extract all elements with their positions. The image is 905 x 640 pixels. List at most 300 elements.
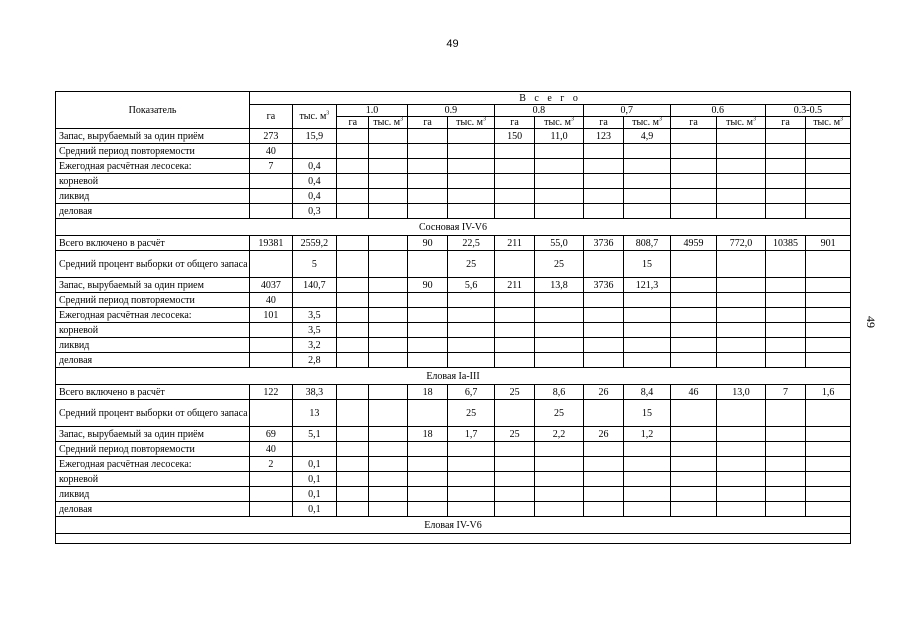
- section-title: Еловая Ia-III: [56, 368, 851, 385]
- table-cell: [369, 144, 407, 159]
- row-label: деловая: [56, 502, 250, 517]
- table-cell: [717, 400, 766, 427]
- table-cell: [407, 189, 447, 204]
- table-cell: 0,4: [292, 174, 336, 189]
- table-cell: [337, 189, 369, 204]
- table-row: [56, 338, 851, 353]
- header-group-2: 0.8: [494, 105, 583, 117]
- table-cell: [670, 189, 717, 204]
- section-title-row: [56, 517, 851, 534]
- table-cell: [624, 174, 671, 189]
- table-cell: [670, 308, 717, 323]
- table-cell: [670, 251, 717, 278]
- table-cell: [535, 159, 584, 174]
- table-cell: [670, 442, 717, 457]
- table-cell: [250, 323, 292, 338]
- table-cell: 6,7: [448, 385, 495, 400]
- table-cell: 4959: [670, 236, 717, 251]
- table-cell: [337, 487, 369, 502]
- table-cell: [717, 323, 766, 338]
- table-row: [56, 236, 851, 251]
- table-cell: [806, 472, 851, 487]
- table-cell: [369, 442, 407, 457]
- table-cell: 4,9: [624, 129, 671, 144]
- table-cell: [806, 251, 851, 278]
- table-cell: [494, 308, 534, 323]
- table-cell: [765, 353, 805, 368]
- table-cell: [448, 174, 495, 189]
- table-cell: [717, 204, 766, 219]
- table-row: [56, 457, 851, 472]
- table-cell: [494, 293, 534, 308]
- table-cell: [535, 293, 584, 308]
- table-cell: [337, 251, 369, 278]
- table-cell: 2559,2: [292, 236, 336, 251]
- table-cell: [624, 472, 671, 487]
- table-cell: [765, 323, 805, 338]
- table-cell: [250, 204, 292, 219]
- table-row: [56, 400, 851, 427]
- row-label: Средний период повторяемости: [56, 144, 250, 159]
- table-cell: 26: [583, 385, 623, 400]
- table-cell: 0,1: [292, 457, 336, 472]
- table-cell: [717, 353, 766, 368]
- row-label: Средний период повторяемости: [56, 442, 250, 457]
- header-sub-volume: тыс. $м^3$: [806, 117, 851, 129]
- table-cell: [670, 144, 717, 159]
- table-cell: [292, 144, 336, 159]
- table-cell: [624, 159, 671, 174]
- table-cell: [337, 144, 369, 159]
- table-cell: [806, 308, 851, 323]
- table-cell: [448, 144, 495, 159]
- table-cell: [448, 159, 495, 174]
- header-sub-ha: га: [337, 117, 369, 129]
- table-cell: 40: [250, 442, 292, 457]
- row-label: Всего включено в расчёт: [56, 236, 250, 251]
- table-cell: [494, 400, 534, 427]
- table-cell: [765, 457, 805, 472]
- table-cell: [448, 487, 495, 502]
- table-cell: 7: [250, 159, 292, 174]
- table-cell: [337, 323, 369, 338]
- header-indicator: Показатель: [56, 92, 250, 129]
- header-sub-volume: тыс. $м^3$: [535, 117, 584, 129]
- table-cell: [670, 129, 717, 144]
- table-cell: [717, 144, 766, 159]
- table-cell: [535, 144, 584, 159]
- table-cell: [407, 129, 447, 144]
- table-cell: [337, 385, 369, 400]
- table-cell: [624, 487, 671, 502]
- table-cell: [369, 502, 407, 517]
- table-cell: [765, 502, 805, 517]
- table-cell: [250, 487, 292, 502]
- table-cell: [250, 189, 292, 204]
- table-cell: 15: [624, 251, 671, 278]
- table-cell: [448, 472, 495, 487]
- table-cell: [448, 457, 495, 472]
- table-cell: [369, 385, 407, 400]
- table-cell: [448, 129, 495, 144]
- table-cell: [583, 189, 623, 204]
- table-cell: [337, 502, 369, 517]
- table-cell: [670, 338, 717, 353]
- table-cell: [494, 353, 534, 368]
- table-cell: [717, 472, 766, 487]
- table-cell: [448, 502, 495, 517]
- table-cell: 90: [407, 278, 447, 293]
- table-row: [56, 159, 851, 174]
- table-cell: [670, 487, 717, 502]
- row-label: корневой: [56, 472, 250, 487]
- table-cell: [806, 174, 851, 189]
- table-cell: [494, 159, 534, 174]
- table-cell: 8,6: [535, 385, 584, 400]
- table-cell: [624, 323, 671, 338]
- table-cell: [670, 353, 717, 368]
- table-cell: [448, 442, 495, 457]
- table-cell: [583, 502, 623, 517]
- table-row: [56, 427, 851, 442]
- row-label: Запас, вырубаемый за один приём: [56, 427, 250, 442]
- table-cell: [806, 353, 851, 368]
- table-cell: 5,1: [292, 427, 336, 442]
- table-cell: [624, 457, 671, 472]
- table-row: [56, 502, 851, 517]
- table-cell: [765, 189, 805, 204]
- table-cell: [624, 308, 671, 323]
- table-cell: [337, 278, 369, 293]
- table-cell: [583, 457, 623, 472]
- table-cell: [250, 502, 292, 517]
- table-row: [56, 278, 851, 293]
- table-cell: [670, 204, 717, 219]
- table-cell: 0,4: [292, 159, 336, 174]
- header-group-5: 0.3-0.5: [765, 105, 850, 117]
- table-cell: 123: [583, 129, 623, 144]
- table-cell: [670, 159, 717, 174]
- table-cell: [670, 278, 717, 293]
- table-cell: [670, 427, 717, 442]
- table-cell: [494, 338, 534, 353]
- table-cell: 25: [448, 400, 495, 427]
- header-volume: тыс. $м^3$: [292, 105, 336, 129]
- table-cell: [448, 353, 495, 368]
- table-cell: [765, 427, 805, 442]
- table-cell: [806, 323, 851, 338]
- table-cell: [369, 204, 407, 219]
- table-cell: [765, 338, 805, 353]
- table-cell: [407, 251, 447, 278]
- table-cell: [337, 427, 369, 442]
- table-cell: [337, 457, 369, 472]
- table-row: [56, 385, 851, 400]
- table-row: [56, 472, 851, 487]
- table-cell: [717, 338, 766, 353]
- table-cell: [765, 144, 805, 159]
- table-cell: [583, 323, 623, 338]
- table-row: [56, 293, 851, 308]
- table-cell: [448, 338, 495, 353]
- header-group-3: 0,7: [583, 105, 670, 117]
- header-sub-ha: га: [583, 117, 623, 129]
- table-cell: 25: [535, 400, 584, 427]
- table-cell: [369, 427, 407, 442]
- table-cell: [624, 144, 671, 159]
- table-cell: 772,0: [717, 236, 766, 251]
- table-cell: [250, 338, 292, 353]
- table-cell: [765, 293, 805, 308]
- table-cell: [583, 442, 623, 457]
- table-cell: [717, 487, 766, 502]
- table-cell: [765, 174, 805, 189]
- table-cell: 2: [250, 457, 292, 472]
- table-row: [56, 144, 851, 159]
- table-cell: 121,3: [624, 278, 671, 293]
- table-cell: 3,2: [292, 338, 336, 353]
- table-cell: [670, 502, 717, 517]
- table-cell: [250, 472, 292, 487]
- row-label: Всего включено в расчёт: [56, 385, 250, 400]
- continuation-cell: [56, 534, 851, 544]
- table-cell: [369, 457, 407, 472]
- table-cell: 0,3: [292, 204, 336, 219]
- table-cell: [583, 251, 623, 278]
- table-cell: [717, 293, 766, 308]
- table-cell: [583, 204, 623, 219]
- table-cell: 3736: [583, 236, 623, 251]
- continuation-row: [56, 534, 851, 544]
- side-page-number: 49: [864, 316, 878, 328]
- table-cell: [806, 189, 851, 204]
- table-cell: [624, 204, 671, 219]
- row-label: Запас, вырубаемый за один приём: [56, 129, 250, 144]
- row-label: Запас, вырубаемый за один прием: [56, 278, 250, 293]
- table-cell: [407, 338, 447, 353]
- table-cell: [806, 159, 851, 174]
- table-cell: 0,1: [292, 487, 336, 502]
- table-cell: 13,8: [535, 278, 584, 293]
- table-row: [56, 129, 851, 144]
- table-cell: [369, 472, 407, 487]
- table-cell: [765, 472, 805, 487]
- table-cell: [337, 308, 369, 323]
- table-cell: 18: [407, 427, 447, 442]
- table-row: [56, 174, 851, 189]
- table-cell: [337, 293, 369, 308]
- table-row: [56, 189, 851, 204]
- table-cell: [717, 189, 766, 204]
- table-cell: [670, 400, 717, 427]
- table-cell: 19381: [250, 236, 292, 251]
- header-sub-ha: га: [765, 117, 805, 129]
- table-cell: [369, 278, 407, 293]
- table-cell: [670, 293, 717, 308]
- table-cell: [369, 323, 407, 338]
- table-cell: [535, 457, 584, 472]
- table-cell: 150: [494, 129, 534, 144]
- table-row: [56, 323, 851, 338]
- table-cell: [369, 400, 407, 427]
- table-cell: [806, 502, 851, 517]
- table-cell: 38,3: [292, 385, 336, 400]
- table-cell: 22,5: [448, 236, 495, 251]
- table-cell: [535, 472, 584, 487]
- table-cell: [337, 174, 369, 189]
- header-sub-volume: тыс. $м^3$: [624, 117, 671, 129]
- table-cell: [337, 442, 369, 457]
- table-cell: [624, 442, 671, 457]
- table-cell: 211: [494, 236, 534, 251]
- table-cell: [583, 144, 623, 159]
- table-cell: [535, 174, 584, 189]
- row-label: Средний период повторяемости: [56, 293, 250, 308]
- table-cell: [765, 308, 805, 323]
- table-cell: [250, 353, 292, 368]
- table-row: [56, 442, 851, 457]
- table-cell: 15,9: [292, 129, 336, 144]
- table-cell: [624, 189, 671, 204]
- table-cell: [806, 144, 851, 159]
- table-cell: 25: [448, 251, 495, 278]
- table-cell: 4037: [250, 278, 292, 293]
- table-cell: [292, 442, 336, 457]
- header-sub-ha: га: [670, 117, 717, 129]
- table-cell: 18: [407, 385, 447, 400]
- table-cell: [806, 427, 851, 442]
- table-cell: 26: [583, 427, 623, 442]
- table-cell: 808,7: [624, 236, 671, 251]
- table-cell: [494, 442, 534, 457]
- table-cell: [535, 502, 584, 517]
- section-title-row: [56, 368, 851, 385]
- table-cell: [624, 353, 671, 368]
- table-cell: [250, 251, 292, 278]
- table-cell: [369, 159, 407, 174]
- table-cell: [494, 323, 534, 338]
- table-cell: [337, 353, 369, 368]
- table-cell: [535, 204, 584, 219]
- table-cell: [292, 293, 336, 308]
- table-cell: [337, 236, 369, 251]
- table-row: [56, 353, 851, 368]
- table-cell: [250, 400, 292, 427]
- row-label: ликвид: [56, 189, 250, 204]
- table-cell: [765, 251, 805, 278]
- table-cell: [337, 129, 369, 144]
- table-cell: 25: [494, 427, 534, 442]
- table-cell: [337, 472, 369, 487]
- table-cell: [407, 308, 447, 323]
- table-cell: [806, 442, 851, 457]
- table-cell: 101: [250, 308, 292, 323]
- row-label: корневой: [56, 323, 250, 338]
- table-cell: [407, 159, 447, 174]
- table-cell: 273: [250, 129, 292, 144]
- table-cell: [535, 323, 584, 338]
- row-label: Ежегодная расчётная лесосека:: [56, 159, 250, 174]
- table-row: [56, 487, 851, 502]
- table-cell: [369, 129, 407, 144]
- table-cell: 5,6: [448, 278, 495, 293]
- table-cell: 122: [250, 385, 292, 400]
- row-label: ликвид: [56, 487, 250, 502]
- table-cell: [717, 174, 766, 189]
- table-cell: [717, 457, 766, 472]
- table-cell: [337, 400, 369, 427]
- table-cell: [583, 308, 623, 323]
- table-row: [56, 251, 851, 278]
- table-cell: 25: [535, 251, 584, 278]
- table-cell: 11,0: [535, 129, 584, 144]
- header-sub-volume: тыс. $м^3$: [717, 117, 766, 129]
- table-cell: [717, 129, 766, 144]
- table-cell: 1,7: [448, 427, 495, 442]
- table-cell: [535, 353, 584, 368]
- table-cell: 40: [250, 144, 292, 159]
- table-cell: [407, 502, 447, 517]
- page-number: 49: [446, 38, 459, 50]
- table-cell: [369, 293, 407, 308]
- row-label: корневой: [56, 174, 250, 189]
- table-cell: 0,4: [292, 189, 336, 204]
- table-cell: [494, 457, 534, 472]
- table-cell: [494, 251, 534, 278]
- table-cell: [583, 159, 623, 174]
- table-cell: 901: [806, 236, 851, 251]
- table-cell: [624, 293, 671, 308]
- table-cell: [535, 338, 584, 353]
- table-cell: [494, 502, 534, 517]
- section-title-row: [56, 219, 851, 236]
- table-cell: [806, 278, 851, 293]
- table-cell: [494, 204, 534, 219]
- header-sub-ha: га: [407, 117, 447, 129]
- table-cell: 1,6: [806, 385, 851, 400]
- table-cell: 13,0: [717, 385, 766, 400]
- table-cell: [407, 323, 447, 338]
- table-cell: 2,2: [535, 427, 584, 442]
- table-cell: [583, 293, 623, 308]
- table-cell: [670, 472, 717, 487]
- table-cell: 211: [494, 278, 534, 293]
- table-frame: [55, 91, 851, 573]
- table-cell: [806, 204, 851, 219]
- table-cell: [494, 487, 534, 502]
- table-cell: 5: [292, 251, 336, 278]
- table-cell: [806, 487, 851, 502]
- table-cell: [369, 236, 407, 251]
- table-cell: [407, 353, 447, 368]
- table-cell: [717, 308, 766, 323]
- table-cell: 140,7: [292, 278, 336, 293]
- table-cell: [535, 442, 584, 457]
- table-cell: [407, 457, 447, 472]
- forest-table: [55, 91, 851, 544]
- table-cell: [583, 472, 623, 487]
- table-cell: [717, 427, 766, 442]
- table-cell: [765, 442, 805, 457]
- header-group-4: 0.6: [670, 105, 765, 117]
- table-cell: 25: [494, 385, 534, 400]
- row-label: Ежегодная расчётная лесосека:: [56, 308, 250, 323]
- row-label: деловая: [56, 353, 250, 368]
- table-cell: [806, 338, 851, 353]
- table-cell: [624, 502, 671, 517]
- table-cell: [765, 487, 805, 502]
- table-cell: [369, 353, 407, 368]
